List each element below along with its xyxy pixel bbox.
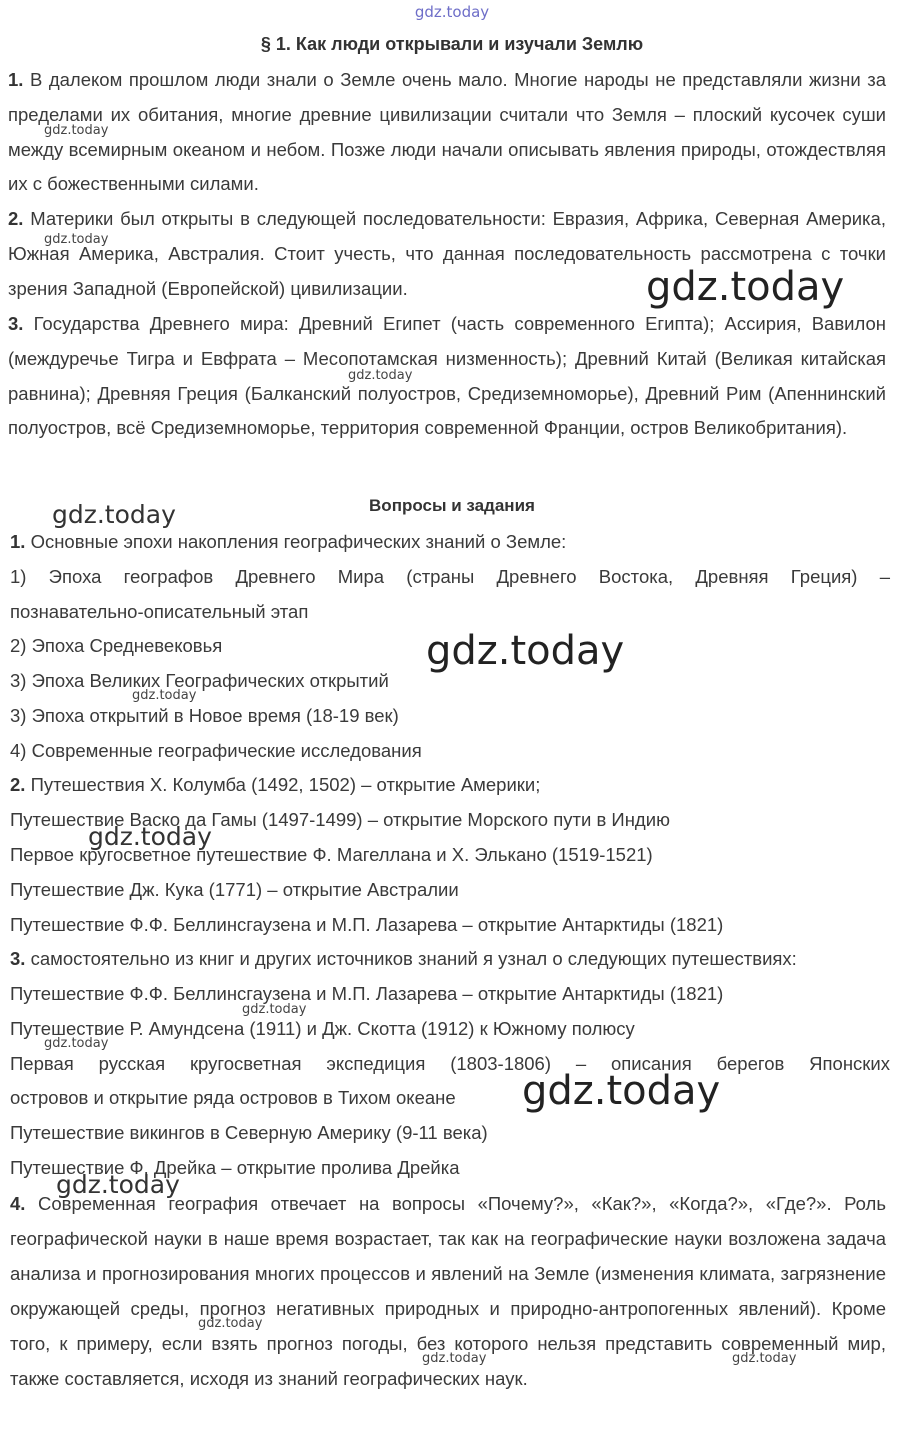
list-item: 4) Современные географические исследования bbox=[10, 740, 422, 761]
list-item: 3) Эпоха Великих Географических открытий bbox=[10, 670, 389, 691]
list-item: Путешествие Р. Амундсена (1911) и Дж. Скотта (1912) к Южному полюсу bbox=[10, 1018, 635, 1039]
list-item: познавательно-описательный этап bbox=[10, 601, 309, 622]
watermark-small: gdz.today bbox=[44, 123, 109, 138]
watermark-small: gdz.today bbox=[348, 368, 413, 383]
paragraph-1 bbox=[8, 63, 886, 202]
question-number: 4. bbox=[10, 1193, 26, 1214]
watermark-medium: gdz.today bbox=[88, 822, 212, 851]
question-text: Основные эпохи накопления географических знаний о Земле: bbox=[25, 531, 567, 552]
paragraph-number: 2. bbox=[8, 208, 24, 229]
questions-title: Вопросы и задания bbox=[369, 496, 535, 515]
question-number: 3. bbox=[10, 948, 26, 969]
list-item: 2) Эпоха Средневековья bbox=[10, 635, 223, 656]
list-item: Первая русская кругосветная экспедиция (1803-1806) – описания берегов Японских bbox=[10, 1053, 890, 1074]
watermark-large: gdz.today bbox=[522, 1068, 721, 1114]
list-item: Путешествие Ф.Ф. Беллинсгаузена и М.П. Лазарева – открытие Антарктиды (1821) bbox=[10, 983, 724, 1004]
section-title: § 1. Как люди открывали и изучали Землю bbox=[260, 34, 644, 54]
question-number: 2. bbox=[10, 774, 26, 795]
watermark-small: gdz.today bbox=[198, 1316, 263, 1331]
question-3-intro bbox=[10, 947, 890, 971]
paragraph-3 bbox=[8, 307, 886, 446]
question-text: Путешествия Х. Колумба (1492, 1502) – открытие Америки; bbox=[25, 774, 541, 795]
watermark-small: gdz.today bbox=[732, 1351, 797, 1366]
paragraph-text: В далеком прошлом люди знали о Земле очень мало. Многие народы не представляли жизни за пределами их обитания, многие древние цивилизации считали что Земля – плоский кусочек суши между всемирным океаном и небом. Позже люди начали описывать явления природы, отождествляя их с божественными силами. bbox=[8, 69, 886, 195]
paragraph-number: 3. bbox=[8, 313, 24, 334]
watermark-medium: gdz.today bbox=[52, 500, 176, 529]
watermark-small: gdz.today bbox=[132, 688, 197, 703]
paragraph-number: 1. bbox=[8, 69, 24, 90]
question-number: 1. bbox=[10, 531, 26, 552]
list-item: 3) Эпоха открытий в Новое время (18-19 век) bbox=[10, 705, 399, 726]
watermark-medium: gdz.today bbox=[56, 1170, 180, 1199]
question-text: самостоятельно из книг и других источников знаний я узнал о следующих путешествиях: bbox=[25, 948, 797, 969]
watermark-small: gdz.today bbox=[422, 1351, 487, 1366]
watermark-small: gdz.today bbox=[44, 1036, 109, 1051]
list-item: Путешествие Васко да Гамы (1497-1499) – открытие Морского пути в Индию bbox=[10, 809, 670, 830]
question-text: Современная география отвечает на вопросы «Почему?», «Как?», «Когда?», «Где?». Роль географической науки в наше время возрастает, так как на географические науки возложена задача анализа и прогнозирования многих процессов и явлений на Земле (изменения климата, загрязнение окружающей среды, прогноз негативных природных и природно-антропогенных явлений). Кроме того, к примеру, если взять прогноз погоды, без которого нельзя представить современный мир, также составляется, исходя из знаний географических наук. bbox=[10, 1193, 886, 1389]
watermark-top: gdz.today bbox=[414, 3, 490, 21]
list-item: 1) Эпоха географов Древнего Мира (страны Древнего Востока, Древняя Греция) – bbox=[10, 566, 890, 587]
watermark-small: gdz.today bbox=[44, 232, 109, 247]
list-item: Первое кругосветное путешествие Ф. Магеллана и Х. Элькано (1519-1521) bbox=[10, 844, 653, 865]
watermark-large: gdz.today bbox=[646, 264, 845, 310]
list-item: Путешествие Ф.Ф. Беллинсгаузена и М.П. Лазарева – открытие Антарктиды (1821) bbox=[10, 914, 724, 935]
paragraph-text: Государства Древнего мира: Древний Египет (часть современного Египта); Ассирия, Вавилон (междуречье Тигра и Евфрата – Месопотамская низменность); Древний Китай (Великая китайская равнина); Древняя Греция (Балканский полуостров, Средиземноморье), Древний Рим (Апеннинский полуостров, всё Средиземноморье, территория современной Франции, остров Великобритания). bbox=[8, 313, 886, 439]
list-item: Путешествие викингов в Северную Америку (9-11 века) bbox=[10, 1122, 488, 1143]
list-item: Путешествие Ф. Дрейка – открытие пролива Дрейка bbox=[10, 1157, 460, 1178]
list-item: Путешествие Дж. Кука (1771) – открытие Австралии bbox=[10, 879, 459, 900]
list-item: островов и открытие ряда островов в Тихом океане bbox=[10, 1087, 456, 1108]
question-2-intro bbox=[10, 773, 890, 797]
question-1-intro bbox=[10, 530, 890, 554]
watermark-large: gdz.today bbox=[426, 628, 625, 674]
paragraph-text: Материки был открыты в следующей последовательности: Евразия, Африка, Северная Америка, Южная Америка, Австралия. Стоит учесть, что данная последовательность рассмотрена с точки зрения Западной (Европейской) цивилизации. bbox=[8, 208, 886, 299]
watermark-small: gdz.today bbox=[242, 1002, 307, 1017]
